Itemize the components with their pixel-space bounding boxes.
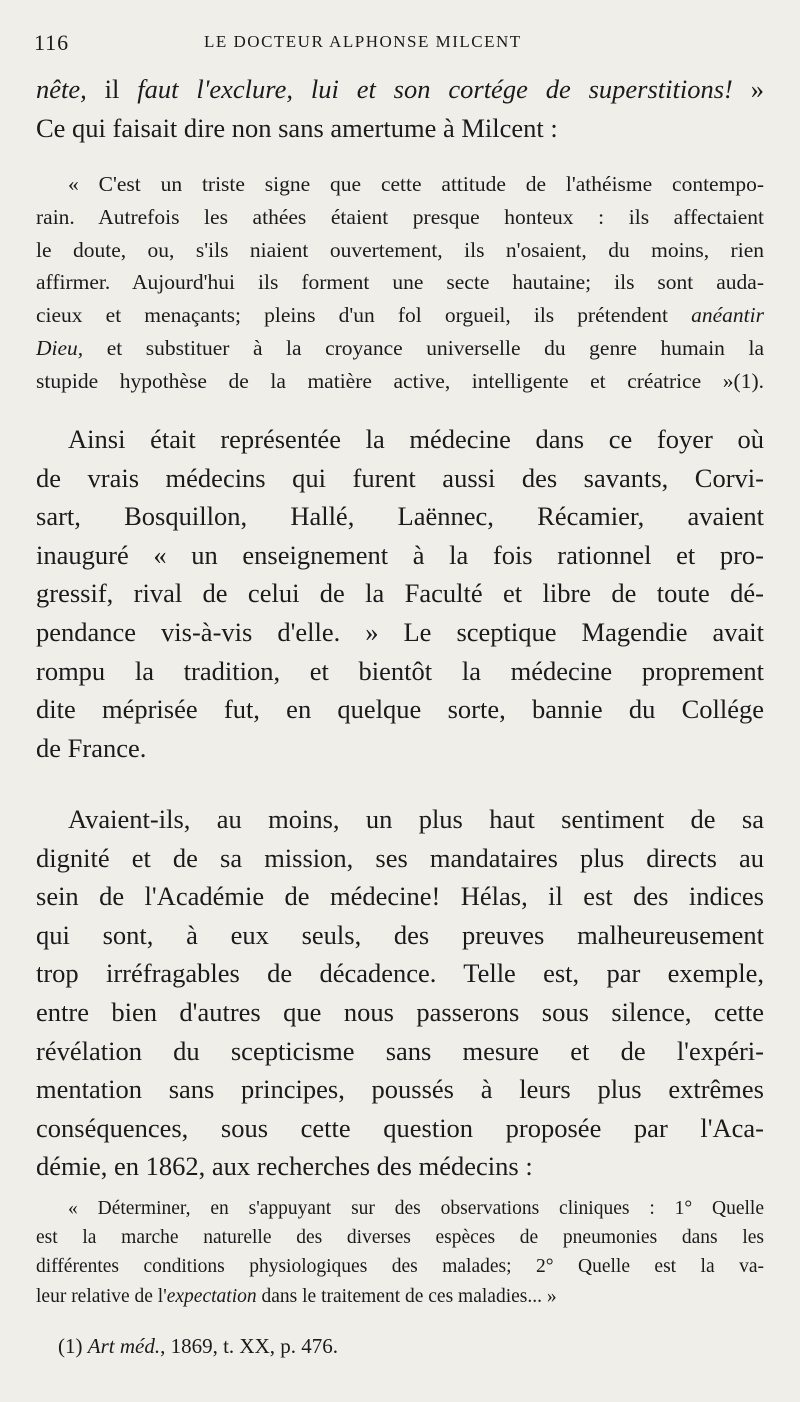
- text-line: est la marche naturelle des diverses espèces de pneumonies dans les: [36, 1227, 764, 1249]
- text-line: [36, 70, 764, 109]
- text-line: Avaient-ils, au moins, un plus haut sentiment de sa: [68, 804, 764, 834]
- text-line: entre bien d'autres que nous passerons sous silence, cette: [36, 996, 764, 1027]
- text-line: dignité et de sa mission, ses mandataires plus directs au: [36, 842, 764, 873]
- text-line: trop irréfragables de décadence. Telle est, par exemple,: [36, 958, 764, 989]
- running-head: LE DOCTEUR ALPHONSE MILCENT: [204, 32, 522, 51]
- paragraph-academie: [36, 800, 764, 1186]
- text-line: de France.: [36, 732, 147, 763]
- block-quote-academie: [36, 1194, 764, 1311]
- text-line: de vrais médecins qui furent aussi des savants, Corvi-: [36, 462, 764, 493]
- text-line: [36, 299, 764, 332]
- footnote: [58, 1334, 338, 1359]
- text-span: il: [86, 74, 138, 104]
- text-line: Ce qui faisait dire non sans amertume à Milcent :: [36, 112, 558, 143]
- paragraph-continuation: [36, 70, 764, 147]
- text-italic: faut l'exclure, lui et son cortége de superstitions!: [137, 74, 733, 104]
- text-line: rain. Autrefois les athées étaient presque honteux : ils affectaient: [36, 204, 764, 229]
- text-line: conséquences, sous cette question proposée par l'Aca-: [36, 1112, 764, 1143]
- text-line: gressif, rival de celui de la Faculté et libre de toute dé-: [36, 578, 764, 609]
- text-italic: expectation: [166, 1285, 257, 1307]
- footnote-marker: (1): [58, 1334, 88, 1358]
- page-number: 116: [34, 30, 70, 55]
- text-italic: anéantir: [691, 303, 764, 328]
- text-line: sart, Bosquillon, Hallé, Laënnec, Récamier, avaient: [36, 501, 764, 532]
- text-line: Ainsi était représentée la médecine dans ce foyer où: [68, 424, 764, 454]
- text-line: mentation sans principes, poussés à leurs plus extrêmes: [36, 1074, 764, 1105]
- text-line: inauguré « un enseignement à la fois rationnel et pro-: [36, 539, 764, 570]
- text-line: « C'est un triste signe que cette attitude de l'athéisme contempo-: [68, 172, 764, 196]
- footnote-reference: , 1869, t. XX, p. 476.: [160, 1334, 338, 1358]
- text-line: le doute, ou, s'ils niaient ouvertement, ils n'osaient, du moins, rien: [36, 237, 764, 262]
- text-italic: Dieu,: [36, 335, 84, 360]
- text-line: affirmer. Aujourd'hui ils forment une secte hautaine; ils sont auda-: [36, 270, 764, 295]
- footnote-source: Art méd.: [87, 1334, 161, 1358]
- text-span: cieux et menaçants; pleins d'un fol orgueil, ils prétendent: [36, 303, 692, 328]
- text-span: dans le traitement de ces maladies... »: [256, 1285, 557, 1307]
- text-line: qui sont, à eux seuls, des preuves malheureusement: [36, 919, 764, 950]
- text-line: différentes conditions physiologiques des malades; 2° Quelle est la va-: [36, 1256, 764, 1278]
- text-line: démie, en 1862, aux recherches des médecins :: [36, 1151, 533, 1182]
- text-line: [36, 332, 764, 365]
- text-line: [36, 1282, 764, 1311]
- text-span: »: [732, 74, 764, 104]
- text-span: et substituer à la croyance universelle du genre humain la: [83, 335, 764, 360]
- paragraph-medecine: [36, 420, 764, 767]
- text-italic: nête,: [36, 74, 87, 104]
- text-line: « Déterminer, en s'appuyant sur des observations cliniques : 1° Quelle: [68, 1198, 764, 1219]
- text-line: dite méprisée fut, en quelque sorte, bannie du Collége: [36, 694, 764, 725]
- text-line: stupide hypothèse de la matière active, intelligente et créatrice »(1).: [36, 368, 764, 393]
- text-line: pendance vis-à-vis d'elle. » Le sceptique Magendie avait: [36, 616, 764, 647]
- text-line: révélation du scepticisme sans mesure et de l'expéri-: [36, 1035, 764, 1066]
- text-span: leur relative de l': [36, 1285, 167, 1307]
- text-line: sein de l'Académie de médecine! Hélas, il est des indices: [36, 881, 764, 912]
- text-line: rompu la tradition, et bientôt la médecine proprement: [36, 655, 764, 686]
- block-quote-milcent: [36, 168, 764, 398]
- page-header: [34, 30, 762, 60]
